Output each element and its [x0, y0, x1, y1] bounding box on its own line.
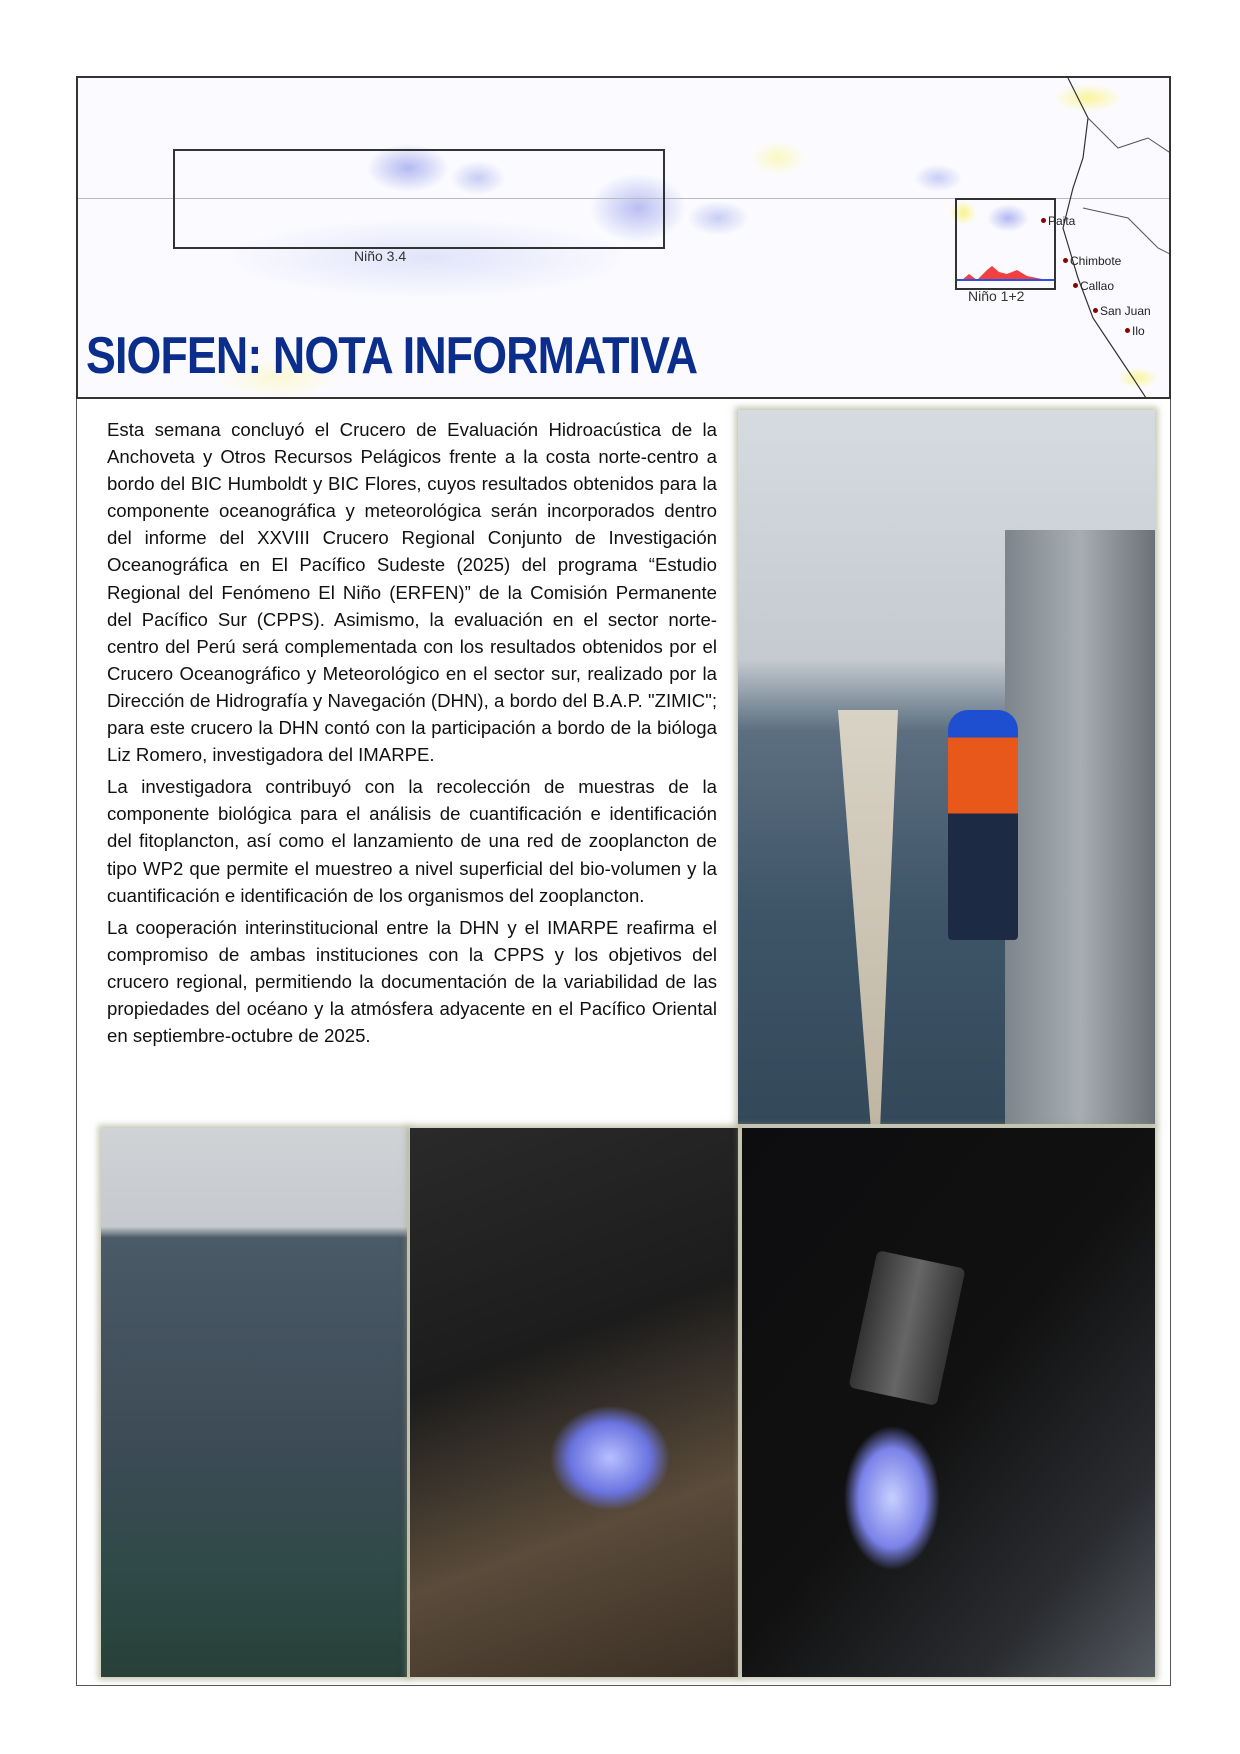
article-paragraph: Esta semana concluyó el Crucero de Evaluación Hidroacústica de la Anchoveta y Otros Recursos Pelágicos frente a la costa norte-centro a bordo del BIC Humboldt y BIC Flores, cuyos resultados obtenidos para la componente oceanográfica y meteorológica serán incorporados dentro del informe del XXVIII Crucero Regional Conjunto de Investigación Oceanográfica en El Pacífico Sudeste (2025) del programa “Estudio Regional del Fenómeno El Niño (ERFEN)” de la Comisión Permanente del Pacífico Sur (CPPS). Asimismo, la evaluación en el sector norte-centro del Perú será complementada con los resultados obtenidos por el Crucero Oceanográfico y Meteorológico en el sector sur, realizado por la Dirección de Hidrografía y Navegación (DHN), a bordo del B.A.P. "ZIMIC"; para este crucero la DHN contó con la participación a bordo de la bióloga Liz Romero, investigadora del IMARPE.: [107, 419, 717, 766]
city-label: Callao: [1080, 279, 1115, 293]
article-paragraph: La cooperación interinstitucional entre la DHN y el IMARPE reafirma el compromiso de ambas instituciones con la CPPS y los objetivos del crucero regional, permitiendo la documentación de la variabilidad de las propiedades del océano y la atmósfera adyacente en el Pacífico Oriental en septiembre-octubre de 2025.: [107, 916, 717, 1047]
warm-anomaly-area: [962, 266, 1047, 280]
photo-researchers-deploying-net: [738, 410, 1155, 1124]
article-paragraph: La investigadora contribuyó con la recolección de muestras de la componente biológica para el análisis de cuantificación e identificación del fitoplancton, así como el lanzamiento de una red de zooplancton de tipo WP2 que permite el muestreo a nivel superficial del bio-volumen y la cuantificación e identificación de los organismos del zooplancton.: [107, 776, 717, 906]
plankton-net: [838, 710, 898, 1124]
researcher-figure: [948, 710, 1018, 940]
photo-sample-jar: [410, 1128, 738, 1677]
city-label: San Juan: [1100, 304, 1151, 318]
nino12-mini-chart: [957, 200, 1054, 288]
photo-net-collector-tube: [742, 1128, 1155, 1677]
nino12-region-box: [955, 198, 1056, 290]
page-title: SIOFEN: NOTA INFORMATIVA: [86, 327, 698, 385]
nino34-region-box: [173, 149, 665, 249]
sst-anomaly-map-banner: [76, 76, 1171, 399]
city-label: Chimbote: [1070, 254, 1122, 268]
city-label: Paita: [1048, 214, 1076, 228]
city-label: Ilo: [1132, 324, 1145, 338]
nino34-label: Niño 3.4: [354, 248, 407, 264]
article-body: [107, 416, 717, 1054]
ship-superstructure: [1005, 530, 1155, 1124]
photo-ship-deck-sampling: [101, 1128, 407, 1677]
collector-tube: [848, 1250, 965, 1406]
coastline: [1058, 78, 1171, 399]
nino12-label: Niño 1+2: [968, 288, 1025, 304]
